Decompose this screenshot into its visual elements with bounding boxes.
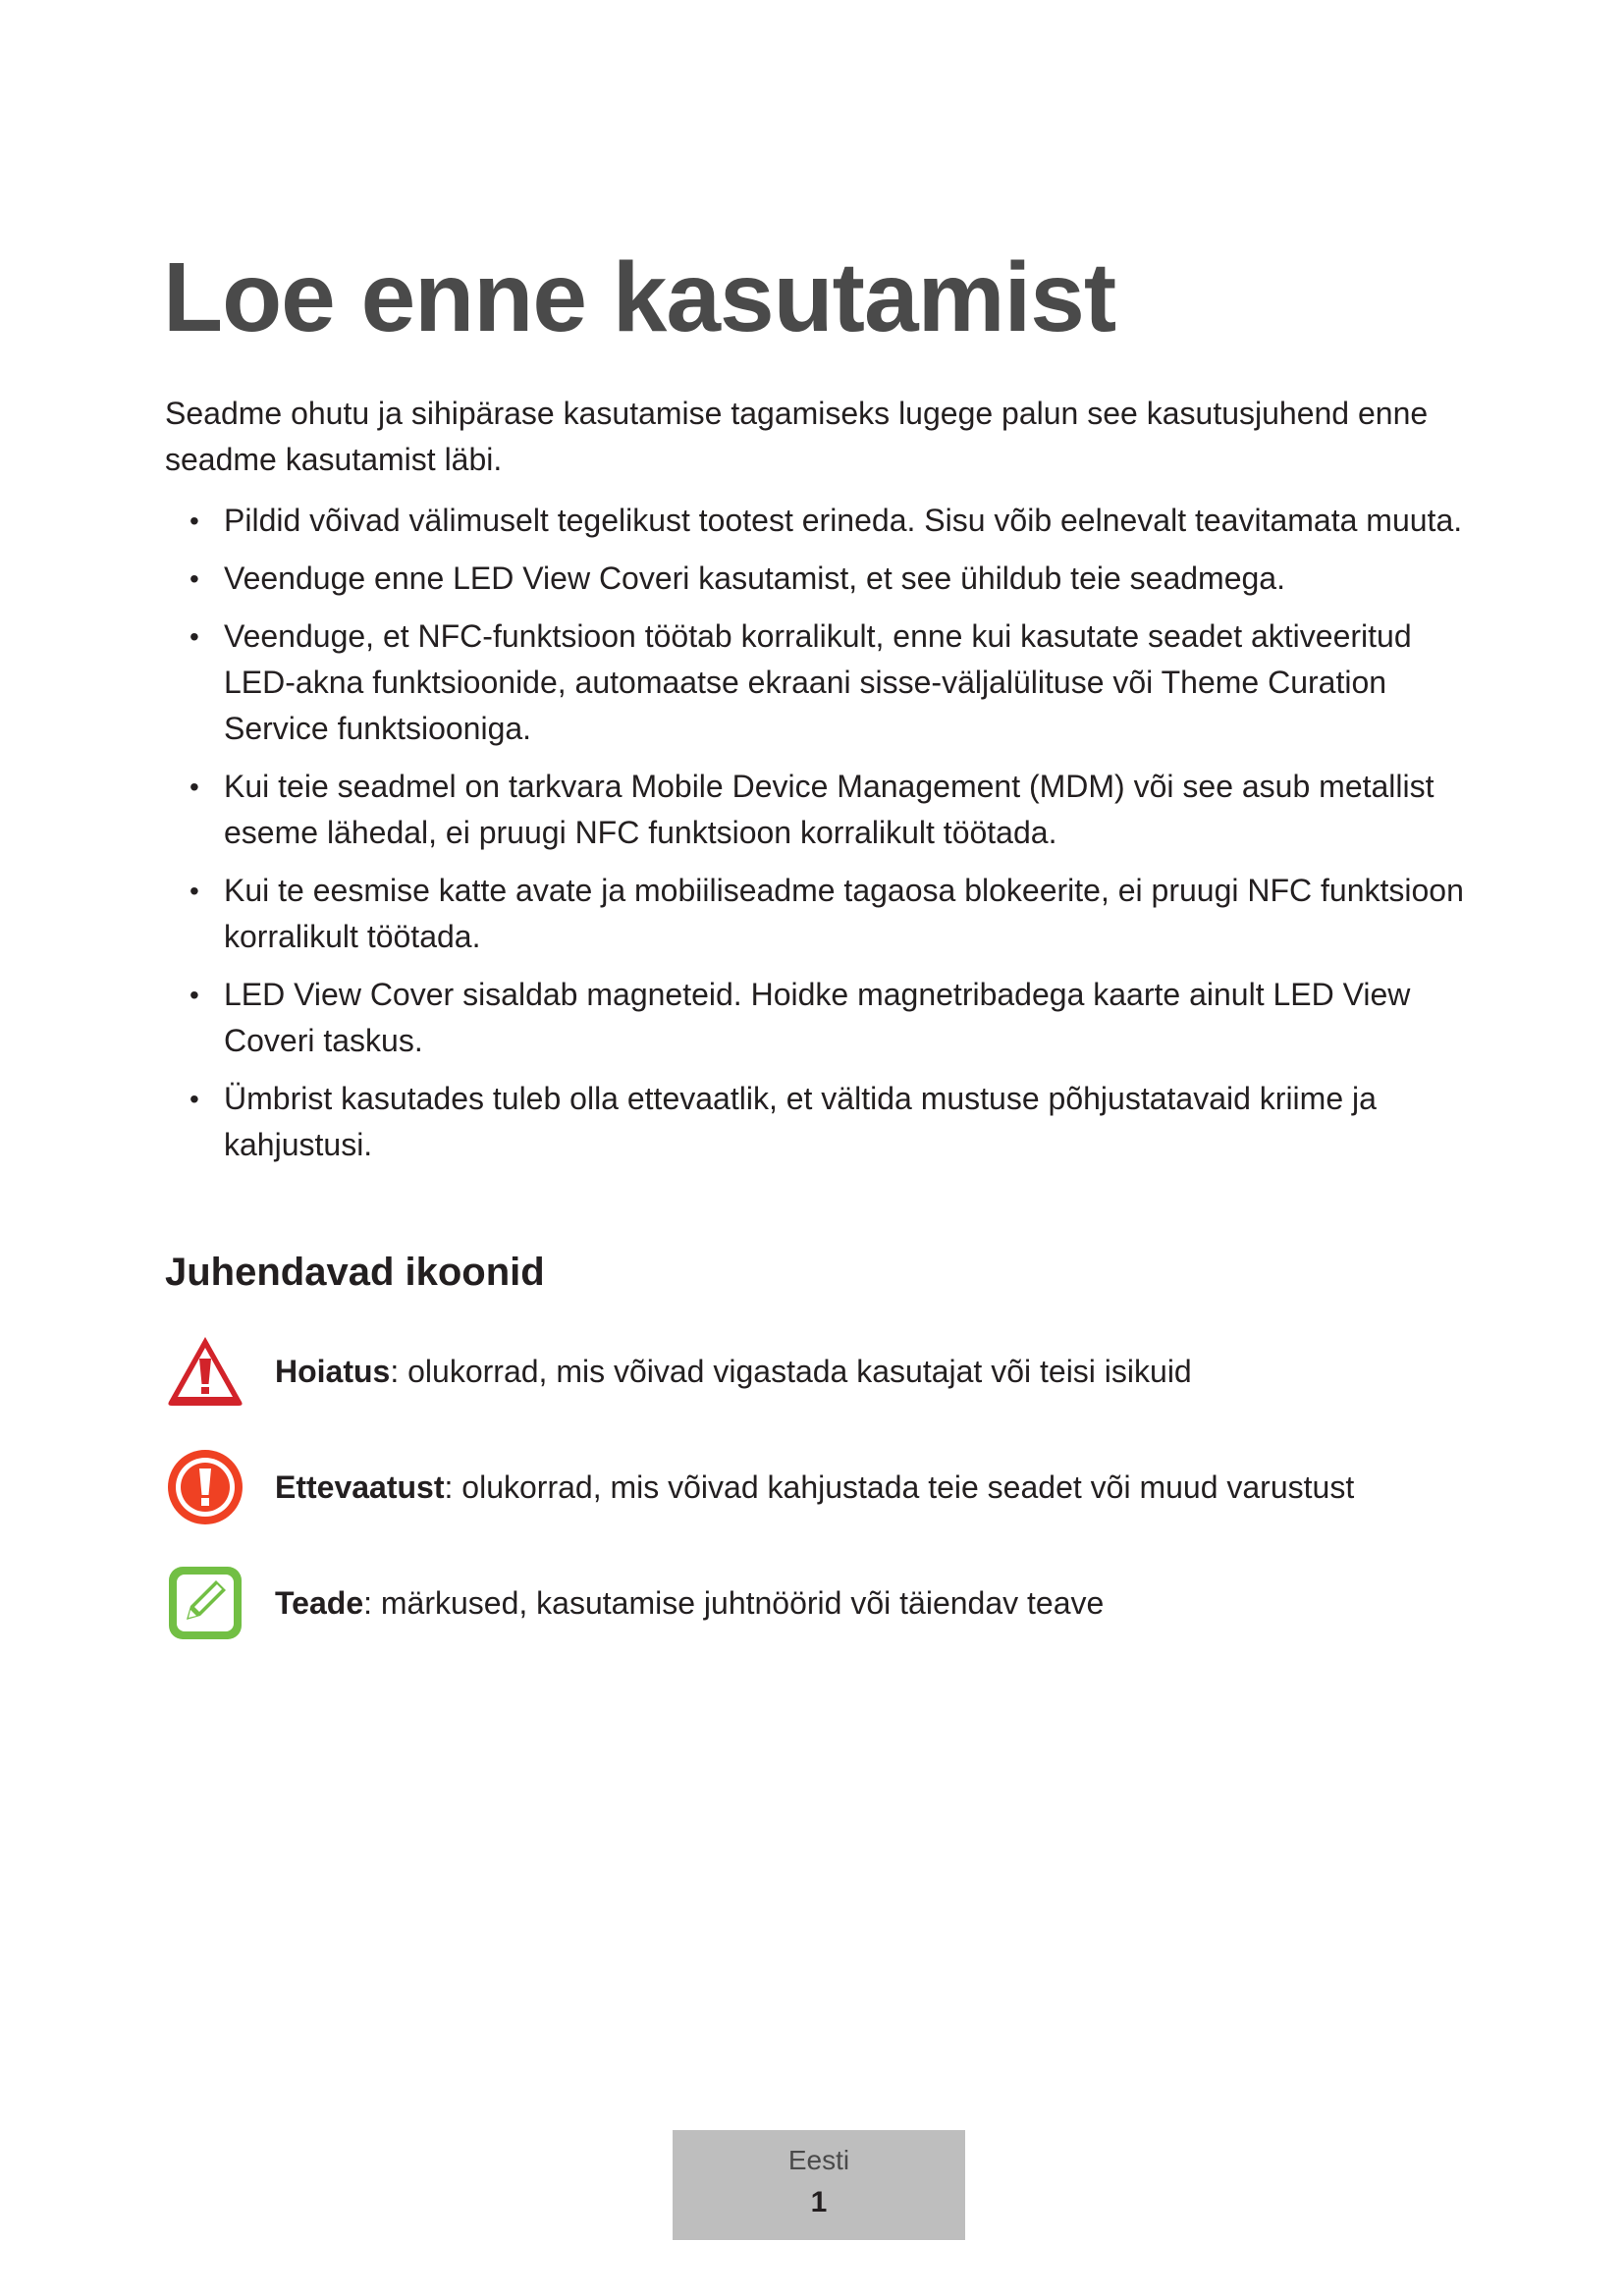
caution-row (165, 1447, 1354, 1527)
bullet-dot: • (189, 563, 199, 594)
intro-paragraph: Seadme ohutu ja sihipärase kasutamise tagamiseks lugege palun see kasutusjuhend enne seadme kasutamist läbi. (165, 396, 1429, 477)
bullet-dot: • (189, 506, 199, 536)
caution-text (275, 1465, 1354, 1511)
warning-text (275, 1349, 1192, 1395)
list-item-text: Ümbrist kasutades tuleb olla ettevaatlik, et vältida mustuse põhjustatavaid kriime ja kahjustusi. (224, 1081, 1377, 1162)
bullet-dot: • (189, 621, 199, 652)
note-row (165, 1563, 1104, 1643)
bullet-list (165, 498, 1481, 1180)
list-item (165, 764, 1481, 856)
list-item (165, 1076, 1481, 1168)
page-footer (673, 2130, 965, 2240)
list-item (165, 498, 1481, 544)
list-item-text: LED View Cover sisaldab magneteid. Hoidke magnetribadega kaarte ainult LED View Coveri taskus. (224, 977, 1411, 1058)
page-title: Loe enne kasutamist (163, 242, 1116, 352)
list-item (165, 556, 1481, 602)
caution-circle-icon (165, 1447, 245, 1527)
list-item-text: Veenduge enne LED View Coveri kasutamist, et see ühildub teie seadmega. (224, 561, 1285, 596)
list-item-text: Pildid võivad välimuselt tegelikust tootest erineda. Sisu võib eelnevalt teavitamata muuta. (224, 503, 1463, 538)
section-title: Juhendavad ikoonid (165, 1251, 545, 1294)
page-number: 1 (810, 2186, 828, 2218)
bullet-dot: • (189, 980, 199, 1010)
list-item (165, 868, 1481, 960)
warning-triangle-icon (165, 1331, 245, 1412)
list-item-text: Kui teie seadmel on tarkvara Mobile Device Management (MDM) või see asub metallist eseme lähedal, ei pruugi NFC funktsioon korralikult töötada. (224, 769, 1435, 850)
note-pencil-icon (165, 1563, 245, 1643)
list-item-text: Kui te eesmise katte avate ja mobiiliseadme tagaosa blokeerite, ei pruugi NFC funktsioon korralikult töötada. (224, 873, 1464, 954)
list-item (165, 614, 1481, 752)
bullet-dot: • (189, 876, 199, 906)
bullet-dot: • (189, 1084, 199, 1114)
list-item-text: Veenduge, et NFC-funktsioon töötab korralikult, enne kui kasutate seadet aktiveeritud LED-akna funktsioonide, automaatse ekraani sisse-väljalülituse või Theme Curation Service funktsiooniga. (224, 618, 1412, 746)
note-description: : märkused, kasutamise juhtnöörid või täiendav teave (363, 1584, 1105, 1621)
footer-language: Eesti (787, 2145, 850, 2175)
bullet-dot: • (189, 772, 199, 802)
warning-row (165, 1331, 1192, 1412)
caution-label: Ettevaatust (275, 1468, 445, 1505)
list-item (165, 972, 1481, 1064)
note-text (275, 1580, 1104, 1627)
note-label: Teade (275, 1584, 364, 1621)
warning-description: : olukorrad, mis võivad vigastada kasutajat või teisi isikuid (390, 1353, 1192, 1389)
warning-label: Hoiatus (275, 1353, 391, 1389)
caution-description: : olukorrad, mis võivad kahjustada teie seadet või muud varustust (444, 1468, 1355, 1505)
